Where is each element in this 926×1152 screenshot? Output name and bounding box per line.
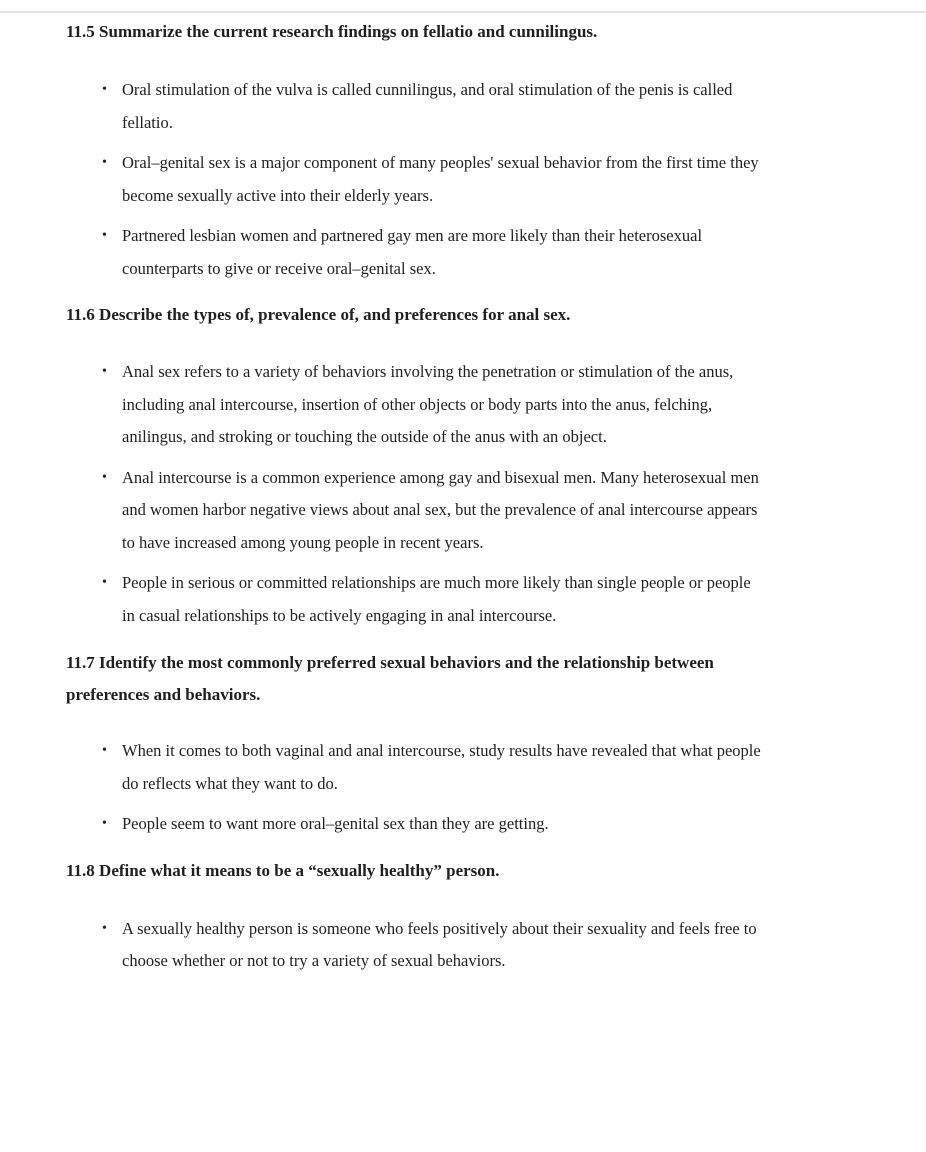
section-11-8 <box>66 855 766 978</box>
section-heading: 11.8 Define what it means to be a “sexually healthy” person. <box>66 860 500 880</box>
bullet-list <box>66 74 766 285</box>
bullet-icon: • <box>102 816 107 831</box>
bullet-list <box>66 913 766 978</box>
bullet-text: Anal sex refers to a variety of behaviors involving the penetration or stimulation of the anus, including anal intercourse, insertion of other objects or body parts into the anus, felching, anilingus, and stroking or touching the outside of the anus with an object. <box>122 362 734 446</box>
bullet-text: People in serious or committed relationships are much more likely than single people or people in casual relationships to be actively engaging in anal intercourse. <box>122 573 751 625</box>
bullet-icon: • <box>102 364 107 379</box>
bullet-icon: • <box>102 155 107 170</box>
bullet-item <box>66 808 766 841</box>
bullet-text: People seem to want more oral–genital sex than they are getting. <box>122 814 549 833</box>
page-top-rule <box>0 11 926 13</box>
bullet-icon: • <box>102 743 107 758</box>
bullet-icon: • <box>102 920 107 936</box>
section-11-6 <box>66 299 766 632</box>
bullet-text: Oral–genital sex is a major component of many peoples' sexual behavior from the first time they become sexually active into their elderly years. <box>122 153 759 205</box>
bullet-text: A sexually healthy person is someone who feels positively about their sexuality and feels free to choose whether or not to try a variety of sexual behaviors. <box>122 918 757 970</box>
section-heading: 11.7 Identify the most commonly preferred sexual behaviors and the relationship between preferences and behaviors. <box>66 653 714 704</box>
bullet-item <box>66 356 766 454</box>
bullet-item <box>66 735 766 800</box>
section-11-7 <box>66 647 766 841</box>
bullet-text: Partnered lesbian women and partnered gay men are more likely than their heterosexual counterparts to give or receive oral–genital sex. <box>122 226 703 278</box>
bullet-item <box>66 567 766 632</box>
section-11-5 <box>66 16 766 285</box>
bullet-icon: • <box>102 228 107 243</box>
bullet-icon: • <box>102 469 107 485</box>
bullet-text: Oral stimulation of the vulva is called cunnilingus, and oral stimulation of the penis is called fellatio. <box>122 80 733 132</box>
bullet-icon: • <box>102 575 107 590</box>
bullet-item <box>66 913 766 978</box>
bullet-item <box>66 462 766 560</box>
bullet-text: Anal intercourse is a common experience among gay and bisexual men. Many heterosexual men and women harbor negative views about anal sex, but the prevalence of anal intercourse appears to have increased among young people in recent years. <box>122 467 759 552</box>
bullet-item <box>66 74 766 139</box>
section-heading: 11.5 Summarize the current research findings on fellatio and cunnilingus. <box>66 22 598 41</box>
bullet-list <box>66 356 766 632</box>
bullet-item <box>66 147 766 212</box>
bullet-list <box>66 735 766 841</box>
bullet-item <box>66 220 766 285</box>
document-body <box>66 16 766 978</box>
bullet-icon: • <box>102 82 107 97</box>
section-heading: 11.6 Describe the types of, prevalence of, and preferences for anal sex. <box>66 305 571 324</box>
bullet-text: When it comes to both vaginal and anal intercourse, study results have revealed that what people do reflects what they want to do. <box>122 741 761 793</box>
